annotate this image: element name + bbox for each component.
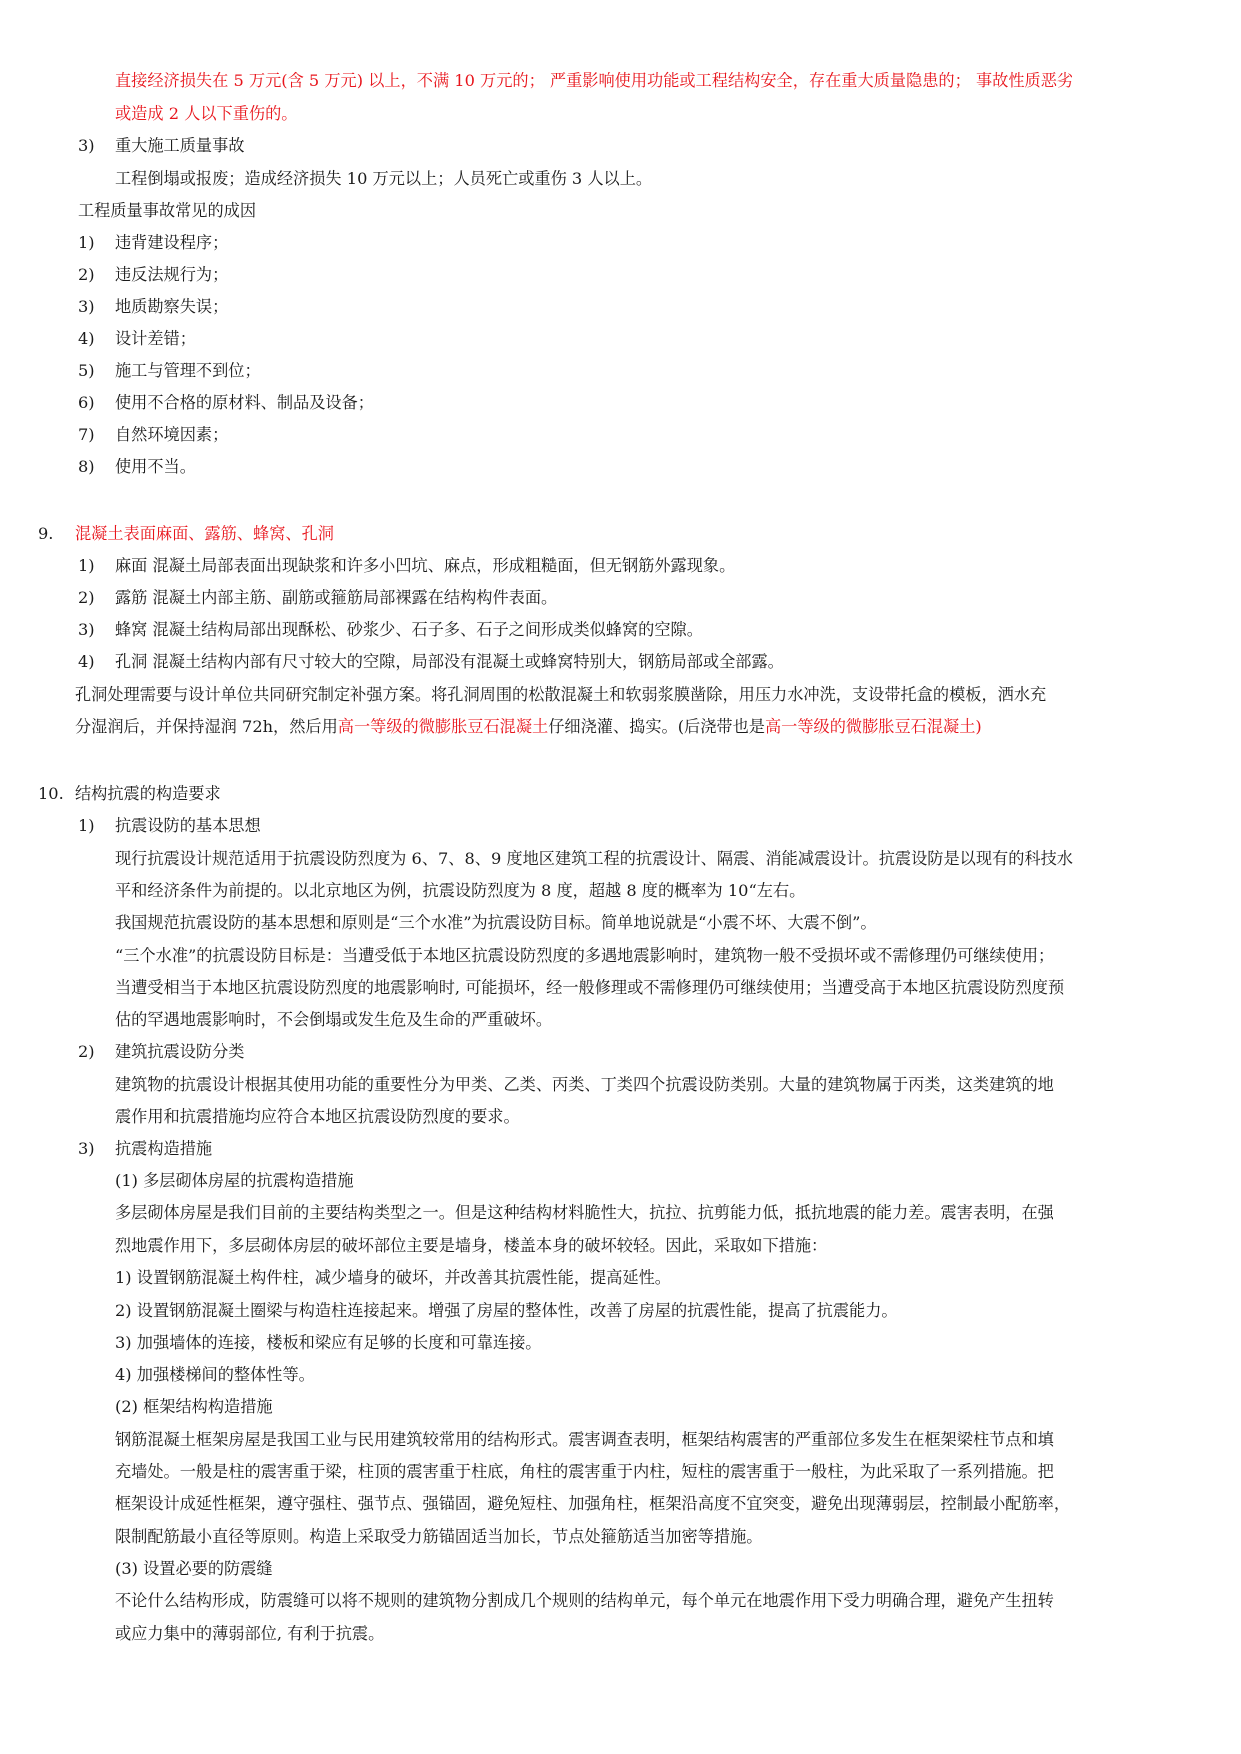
list-item: 麻面 混凝土局部表面出现缺浆和许多小凹坑、麻点，形成粗糙面，但无钢筋外露现象。 xyxy=(115,556,736,575)
list-number: 5) xyxy=(78,361,95,380)
paragraph-line: 3) 加强墙体的连接，楼板和梁应有足够的长度和可靠连接。 xyxy=(115,1333,542,1352)
paragraph-line: 或应力集中的薄弱部位, 有利于抗震。 xyxy=(115,1624,385,1643)
list-number: 4) xyxy=(78,652,95,671)
paragraph-line: 多层砌体房屋是我们目前的主要结构类型之一。但是这种结构材料脆性大，抗拉、抗剪能力低，抵抗地震的能力差。震害表明，在强 xyxy=(115,1203,1054,1222)
highlight-text: 高一等级的微膨胀豆石混凝土) xyxy=(765,717,982,736)
paragraph-line: 孔洞处理需要与设计单位共同研究制定补强方案。将孔洞周围的松散混凝土和软弱浆膜凿除，用压力水冲洗，支设带托盒的模板，洒水充 xyxy=(75,685,1047,704)
section-title: 结构抗震的构造要求 xyxy=(75,784,221,803)
list-item: 地质勘察失误； xyxy=(115,297,229,316)
paragraph-line: 震作用和抗震措施均应符合本地区抗震设防烈度的要求。 xyxy=(115,1107,520,1126)
list-number: 2) xyxy=(78,588,95,607)
list-item: 使用不合格的原材料、制品及设备； xyxy=(115,393,374,412)
list-item: 自然环境因素； xyxy=(115,425,229,444)
list-number: 7) xyxy=(78,425,95,444)
list-number: 1) xyxy=(78,556,95,575)
red-text-line: 直接经济损失在 5 万元(含 5 万元) 以上，不满 10 万元的； 严重影响使用功能或工程结构安全，存在重大质量隐患的； 事故性质恶劣 xyxy=(115,71,1074,90)
list-item-title: 建筑抗震设防分类 xyxy=(115,1042,245,1061)
text-run: 分湿润后，并保持湿润 72h，然后用 xyxy=(75,717,338,736)
section-subtitle: 工程质量事故常见的成因 xyxy=(78,201,257,220)
section-number: 9. xyxy=(38,524,54,543)
list-number: 8) xyxy=(78,457,95,476)
paragraph-line: 限制配筋最小直径等原则。构造上采取受力筋锚固适当加长，节点处箍筋适当加密等措施。 xyxy=(115,1527,763,1546)
list-item: 露筋 混凝土内部主筋、副筋或箍筋局部裸露在结构构件表面。 xyxy=(115,588,558,607)
paragraph-line: 当遭受相当于本地区抗震设防烈度的地震影响时, 可能损坏，经一般修理或不需修理仍可继续使用；当遭受高于本地区抗震设防烈度预 xyxy=(115,978,1065,997)
paragraph-line: 估的罕遇地震影响时，不会倒塌或发生危及生命的严重破坏。 xyxy=(115,1010,553,1029)
paragraph-line: 平和经济条件为前提的。以北京地区为例，抗震设防烈度为 8 度，超越 8 度的概率为 10“左右。 xyxy=(115,881,806,900)
list-item-title: 抗震设防的基本思想 xyxy=(115,816,261,835)
list-item: 孔洞 混凝土结构内部有尺寸较大的空隙，局部没有混凝土或蜂窝特别大，钢筋局部或全部露。 xyxy=(115,652,784,671)
red-text-line: 或造成 2 人以下重伤的。 xyxy=(115,104,298,123)
paragraph-line: 1) 设置钢筋混凝土构件柱，减少墙身的破坏，并改善其抗震性能，提高延性。 xyxy=(115,1268,671,1287)
paragraph-line: 钢筋混凝土框架房屋是我国工业与民用建筑较常用的结构形式。震害调查表明，框架结构震害的严重部位多发生在框架梁柱节点和填 xyxy=(115,1430,1054,1449)
paragraph-line: 不论什么结构形成，防震缝可以将不规则的建筑物分割成几个规则的结构单元，每个单元在地震作用下受力明确合理，避免产生扭转 xyxy=(115,1591,1054,1610)
subsection-title: (2) 框架结构构造措施 xyxy=(115,1397,273,1416)
list-number: 1) xyxy=(78,233,95,252)
paragraph-line: “三个水准”的抗震设防目标是：当遭受低于本地区抗震设防烈度的多遇地震影响时，建筑物一般不受损坏或不需修理仍可继续使用； xyxy=(115,946,1055,965)
paragraph-line: 框架设计成延性框架，遵守强柱、强节点、强锚固，避免短柱、加强角柱，框架沿高度不宜突变，避免出现薄弱层，控制最小配筋率， xyxy=(115,1494,1071,1513)
paragraph-line: 2) 设置钢筋混凝土圈梁与构造柱连接起来。增强了房屋的整体性，改善了房屋的抗震性能，提高了抗震能力。 xyxy=(115,1301,898,1320)
list-number: 3) xyxy=(78,620,95,639)
list-number: 1) xyxy=(78,816,95,835)
highlight-text: 高一等级的微膨胀豆石混凝土 xyxy=(337,717,549,736)
list-item-title: 重大施工质量事故 xyxy=(115,136,245,155)
list-number: 2) xyxy=(78,1042,95,1061)
paragraph-line: 我国规范抗震设防的基本思想和原则是“三个水准”为抗震设防目标。简单地说就是“小震不坏、大震不倒”。 xyxy=(115,913,877,932)
list-number: 2) xyxy=(78,265,95,284)
list-number: 3) xyxy=(78,297,95,316)
paragraph-line xyxy=(75,716,982,738)
subsection-title: (3) 设置必要的防震缝 xyxy=(115,1559,273,1578)
list-item: 施工与管理不到位； xyxy=(115,361,261,380)
list-number: 6) xyxy=(78,393,95,412)
text-run: 仔细浇灌、捣实。(后浇带也是 xyxy=(548,717,765,736)
paragraph-line: 工程倒塌或报废；造成经济损失 10 万元以上；人员死亡或重伤 3 人以上。 xyxy=(115,169,653,188)
list-item-title: 抗震构造措施 xyxy=(115,1139,213,1158)
list-number: 3) xyxy=(78,1139,95,1158)
list-item: 违反法规行为； xyxy=(115,265,229,284)
list-item: 违背建设程序； xyxy=(115,233,229,252)
paragraph-line: 烈地震作用下，多层砌体房层的破坏部位主要是墙身，楼盖本身的破坏较轻。因此，采取如下措施： xyxy=(115,1236,828,1255)
list-item: 使用不当。 xyxy=(115,457,196,476)
section-number: 10. xyxy=(38,784,64,803)
section-title: 混凝土表面麻面、露筋、蜂窝、孔洞 xyxy=(75,524,334,543)
paragraph-line: 建筑物的抗震设计根据其使用功能的重要性分为甲类、乙类、丙类、丁类四个抗震设防类别。大量的建筑物属于丙类，这类建筑的地 xyxy=(115,1075,1054,1094)
list-number: 4) xyxy=(78,329,95,348)
paragraph-line: 4) 加强楼梯间的整体性等。 xyxy=(115,1365,315,1384)
list-item: 设计差错； xyxy=(115,329,196,348)
paragraph-line: 充墙处。一般是柱的震害重于梁，柱顶的震害重于柱底，角柱的震害重于内柱，短柱的震害重于一般柱，为此采取了一系列措施。把 xyxy=(115,1462,1054,1481)
subsection-title: (1) 多层砌体房屋的抗震构造措施 xyxy=(115,1171,354,1190)
list-item: 蜂窝 混凝土结构局部出现酥松、砂浆少、石子多、石子之间形成类似蜂窝的空隙。 xyxy=(115,620,703,639)
paragraph-line: 现行抗震设计规范适用于抗震设防烈度为 6、7、8、9 度地区建筑工程的抗震设计、隔震、消能减震设计。抗震设防是以现有的科技水 xyxy=(115,849,1073,868)
list-number: 3) xyxy=(78,136,95,155)
